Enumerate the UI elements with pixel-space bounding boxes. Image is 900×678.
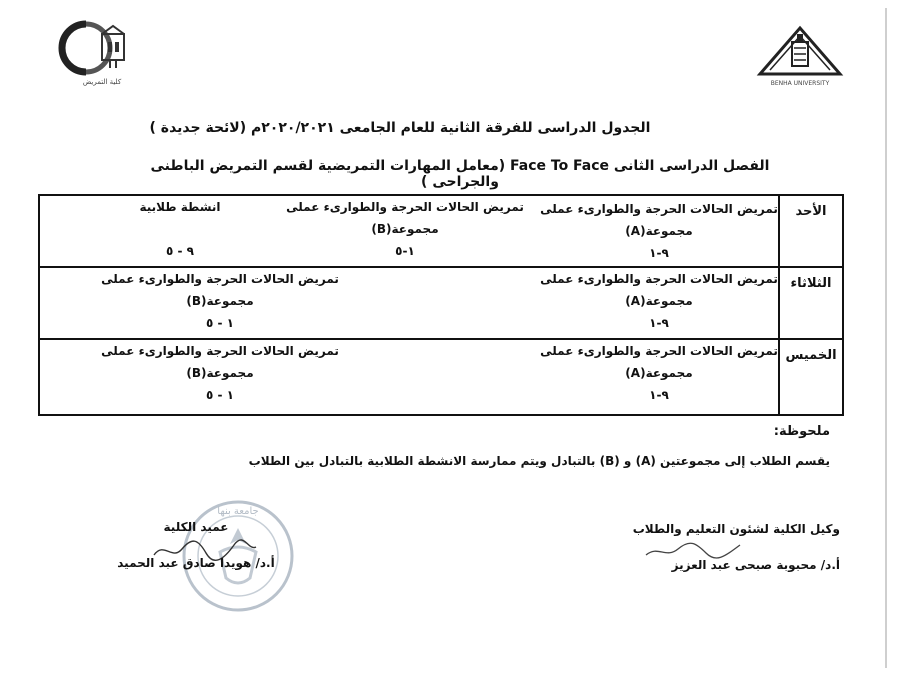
- session-group: مجموعة(A): [625, 294, 693, 308]
- session-group: مجموعة(B): [186, 294, 254, 308]
- session-activity: تمريض الحالات الحرجة والطوارىء عملى: [540, 202, 778, 216]
- session-time: ١ - ٥: [206, 316, 234, 330]
- session-cell: [540, 198, 778, 264]
- session-activity: تمريض الحالات الحرجة والطوارىء عملى: [286, 200, 524, 214]
- note-text: يقسم الطلاب إلى مجموعتين (A) و (B) بالتبادل ويتم ممارسة الانشطة الطلابية بالتبادل بين الطلاب: [248, 454, 830, 468]
- schedule-table: [38, 194, 844, 416]
- session-activity: تمريض الحالات الحرجة والطوارىء عملى: [101, 344, 339, 358]
- session-cell: [70, 268, 370, 334]
- day-label: الخميس: [785, 348, 837, 363]
- schedule-row: [40, 268, 842, 340]
- page-edge: [885, 8, 887, 668]
- session-group: مجموعة(B): [186, 366, 254, 380]
- vice-dean-title: وكيل الكلية لشئون التعليم والطلاب: [632, 522, 840, 536]
- session-group: مجموعة(A): [625, 224, 693, 238]
- note-label: ملحوظة:: [773, 424, 830, 439]
- document-title: الجدول الدراسى للفرقة الثانية للعام الجامعى ٢٠٢٠/٢٠٢١م (لائحة جديدة ): [149, 120, 651, 136]
- session-time: ٩-١: [649, 246, 669, 260]
- day-label: الثلاثاء: [790, 276, 832, 291]
- session-activity: تمريض الحالات الحرجة والطوارىء عملى: [540, 272, 778, 286]
- session-group: مجموعة(A): [625, 366, 693, 380]
- document-subtitle: الفصل الدراسى الثانى Face To Face (معامل المهارات التمريضية لقسم التمريض الباطنى والجراحى ): [150, 158, 770, 190]
- faculty-logo: [58, 20, 138, 90]
- session-cell: [540, 340, 778, 406]
- session-group: [120, 218, 240, 240]
- session-time: ٩ - ٥: [166, 244, 194, 258]
- session-cell: [280, 196, 530, 262]
- university-logo: [752, 22, 848, 86]
- session-time: ٩-١: [649, 316, 669, 330]
- vice-dean-name: أ.د/ محبوبة صبحى عبد العزيز: [671, 558, 840, 572]
- faculty-logo-caption: كلية التمريض: [82, 78, 122, 86]
- session-time: ٩-١: [649, 388, 669, 402]
- dean-name: أ.د/ هويدا صادق عبد الحميد: [117, 556, 275, 570]
- session-activity: تمريض الحالات الحرجة والطوارىء عملى: [101, 272, 339, 286]
- stamp-text: جامعة بنها: [217, 506, 259, 517]
- session-time: ١-٥: [395, 244, 415, 258]
- session-group: مجموعة(B): [371, 222, 439, 236]
- university-logo-caption: BENHA UNIVERSITY: [770, 80, 830, 87]
- session-time: ١ - ٥: [206, 388, 234, 402]
- day-label: الأحد: [795, 204, 827, 219]
- session-cell: [70, 340, 370, 406]
- session-activity: تمريض الحالات الحرجة والطوارىء عملى: [540, 344, 778, 358]
- session-cell: [540, 268, 778, 334]
- session-cell: [120, 196, 240, 262]
- schedule-row: [40, 196, 842, 268]
- schedule-row: [40, 340, 842, 414]
- session-activity: انشطة طلابية: [139, 200, 221, 214]
- dean-title: عميد الكلية: [163, 520, 229, 534]
